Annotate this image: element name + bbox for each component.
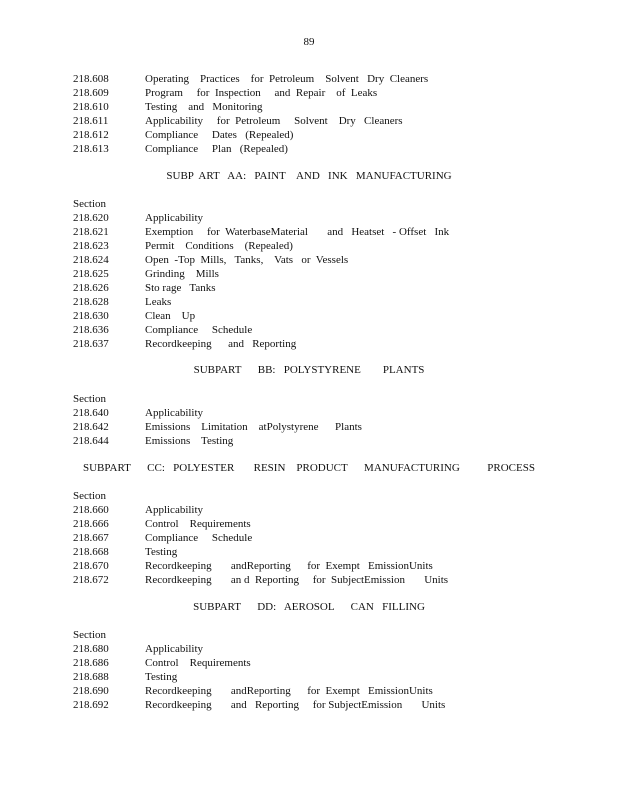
section-number: 218.686: [73, 657, 109, 669]
section-title: Applicability: [145, 504, 204, 516]
list-item: [73, 517, 553, 531]
section-title: Emissions Limitation atPolystyrene Plants: [145, 421, 362, 433]
section-title: Exemption for WaterbaseMaterial and Heatset - Offset Ink: [145, 226, 450, 238]
list-item: [73, 420, 553, 434]
section-number: 218.637: [73, 338, 109, 350]
list-item: [73, 100, 553, 114]
section-number: 218.640: [73, 407, 109, 419]
section-list-bb: [73, 392, 553, 448]
section-title: Program for Inspection and Repair of Leaks: [145, 87, 378, 99]
section-label: Section: [73, 393, 106, 405]
section-title: Applicability for Petroleum Solvent Dry Cleaners: [145, 115, 403, 127]
section-number: 218.660: [73, 504, 109, 516]
section-list-aa: [73, 197, 553, 351]
section-number: 218.688: [73, 671, 109, 683]
list-item: [73, 434, 553, 448]
section-number: 218.667: [73, 532, 109, 544]
section-label: Section: [73, 490, 106, 502]
section-number: 218.609: [73, 87, 109, 99]
section-title: Permit Conditions (Repealed): [145, 240, 293, 252]
section-number: 218.613: [73, 143, 109, 155]
list-item: [73, 323, 553, 337]
section-number: 218.642: [73, 421, 109, 433]
list-item: [73, 72, 553, 86]
section-title: Recordkeeping an d Reporting for SubjectEmission Units: [145, 574, 449, 586]
section-number: 218.621: [73, 226, 109, 238]
subpart-heading-dd: SUBPART DD: AEROSOL CAN FILLING: [193, 601, 425, 613]
section-title: Compliance Schedule: [145, 532, 253, 544]
list-item: [73, 86, 553, 100]
section-title: Open -Top Mills, Tanks, Vats or Vessels: [145, 254, 349, 266]
page-number: 89: [303, 36, 315, 48]
section-list-cc: [73, 489, 553, 587]
section-title: Compliance Schedule: [145, 324, 253, 336]
section-list-dd: [73, 628, 553, 712]
section-number: 218.636: [73, 324, 109, 336]
section-title: Grinding Mills: [145, 268, 219, 280]
section-number: 218.668: [73, 546, 109, 558]
list-item: [73, 656, 553, 670]
list-item: [73, 225, 553, 239]
list-item: [73, 281, 553, 295]
section-title: Compliance Dates (Repealed): [145, 129, 294, 141]
section-title: Recordkeeping and Reporting: [145, 338, 297, 350]
list-item: [73, 239, 553, 253]
subpart-heading-bb: SUBPART BB: POLYSTYRENE PLANTS: [193, 364, 425, 376]
section-title: Testing and Monitoring: [145, 101, 263, 113]
section-title: Sto rage Tanks: [145, 282, 216, 294]
section-title: Applicability: [145, 643, 204, 655]
list-item: [73, 337, 553, 351]
list-item: [73, 142, 553, 156]
section-title: Control Requirements: [145, 518, 251, 530]
section-title: Compliance Plan (Repealed): [145, 143, 288, 155]
section-number: 218.666: [73, 518, 109, 530]
section-number: 218.610: [73, 101, 109, 113]
section-number: 218.690: [73, 685, 109, 697]
section-title: Recordkeeping andReporting for Exempt EmissionUnits: [145, 560, 433, 572]
list-item: [73, 114, 553, 128]
list-item: [73, 211, 553, 225]
list-item: [73, 253, 553, 267]
section-title: Clean Up: [145, 310, 196, 322]
list-item: [73, 670, 553, 684]
subpart-heading-aa: SUBP ART AA: PAINT AND INK MANUFACTURING: [166, 170, 452, 182]
section-label: Section: [73, 198, 106, 210]
section-title: Testing: [145, 671, 178, 683]
section-number: 218.628: [73, 296, 109, 308]
section-title: Leaks: [145, 296, 172, 308]
section-number: 218.692: [73, 699, 109, 711]
list-item: [73, 503, 553, 517]
list-item: [73, 545, 553, 559]
section-number: 218.623: [73, 240, 109, 252]
list-item: [73, 531, 553, 545]
section-title: Operating Practices for Petroleum Solvent Dry Cleaners: [145, 73, 429, 85]
list-item: [73, 128, 553, 142]
section-title: Testing: [145, 546, 178, 558]
list-item: [73, 684, 553, 698]
section-number: 218.630: [73, 310, 109, 322]
list-item: [73, 295, 553, 309]
section-number: 218.624: [73, 254, 109, 266]
subpart-heading-cc: SUBPART CC: POLYESTER RESIN PRODUCT MANUFACTURING PROCESS: [83, 462, 535, 474]
section-title: Emissions Testing: [145, 435, 234, 447]
section-label: Section: [73, 629, 106, 641]
section-number: 218.670: [73, 560, 109, 572]
section-number: 218.626: [73, 282, 109, 294]
section-number: 218.672: [73, 574, 109, 586]
list-item: [73, 573, 553, 587]
section-number: 218.612: [73, 129, 109, 141]
section-number: 218.644: [73, 435, 109, 447]
section-title: Control Requirements: [145, 657, 251, 669]
section-number: 218.680: [73, 643, 109, 655]
list-item: [73, 267, 553, 281]
section-number: 218.625: [73, 268, 109, 280]
list-item: [73, 309, 553, 323]
section-number: 218.611: [73, 115, 109, 127]
list-item: [73, 698, 553, 712]
list-item: [73, 642, 553, 656]
section-title: Applicability: [145, 212, 204, 224]
section-number: 218.608: [73, 73, 109, 85]
section-title: Recordkeeping andReporting for Exempt EmissionUnits: [145, 685, 433, 697]
section-title: Applicability: [145, 407, 204, 419]
list-item: [73, 406, 553, 420]
section-title: Recordkeeping and Reporting for SubjectEmission Units: [145, 699, 446, 711]
list-item: [73, 559, 553, 573]
section-list-intro: [73, 72, 553, 156]
section-number: 218.620: [73, 212, 109, 224]
